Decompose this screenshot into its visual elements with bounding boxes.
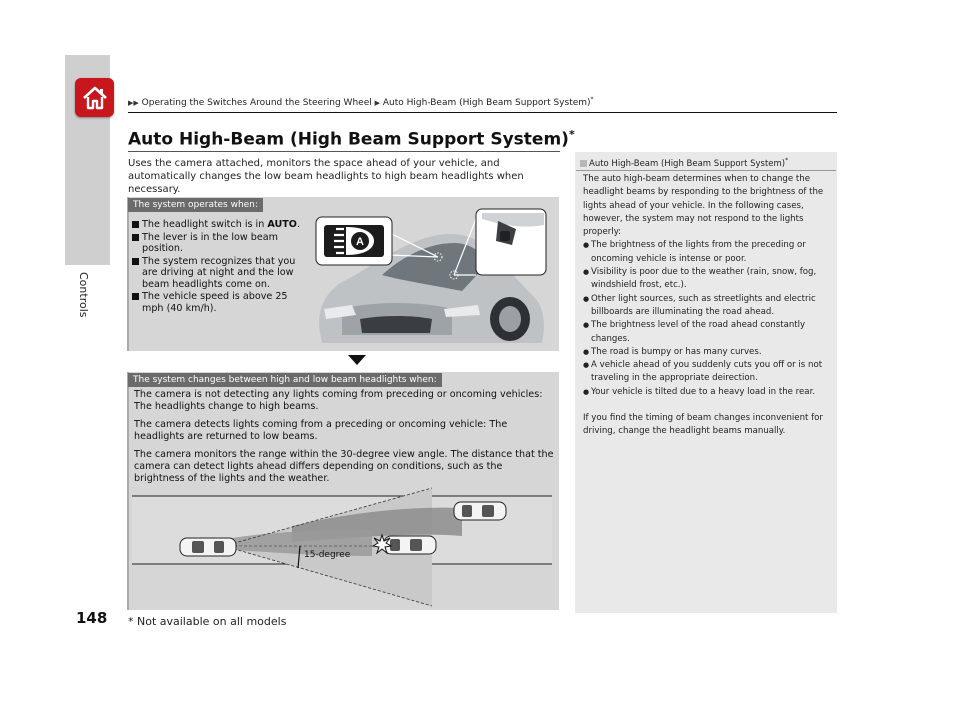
breadcrumb-item[interactable]: Operating the Switches Around the Steering Wheel — [141, 98, 372, 108]
header-rule — [128, 112, 837, 113]
page-number: 148 — [76, 609, 108, 627]
list-item: ● The brightness of the lights from the preceding or oncoming vehicle is intense or poor. — [583, 239, 831, 266]
breadcrumb — [128, 96, 594, 108]
breadcrumb-arrow-icon: ▶ — [374, 99, 381, 107]
camera-view-angle-diagram — [132, 486, 552, 608]
asterisk: * — [590, 96, 594, 103]
switching-paragraph: The camera detects lights coming from a preceding or oncoming vehicle: The headlights are returned to low beams. — [134, 419, 508, 442]
view-angle-label: 15-degree — [304, 550, 351, 560]
reference-tag-icon — [580, 160, 587, 167]
flow-arrow-icon — [348, 355, 366, 365]
list-item: The headlight switch is in AUTO. — [132, 219, 304, 231]
breadcrumb-item[interactable]: Auto High-Beam (High Beam Support System) — [382, 98, 591, 108]
footnote: * Not available on all models — [128, 615, 287, 628]
operating-conditions-label: The system operates when: — [128, 198, 263, 212]
title-rule — [128, 151, 560, 152]
list-item: ● Visibility is poor due to the weather (rain, snow, fog, windshield frost, etc.). — [583, 266, 831, 293]
oncoming-vehicle — [454, 502, 506, 520]
list-item: ● Your vehicle is tilted due to a heavy load in the rear. — [583, 386, 831, 399]
list-item: The lever is in the low beam position. — [132, 232, 304, 255]
list-item: The system recognizes that you are driving at night and the low beam headlights come on. — [132, 256, 304, 291]
sidebar-body — [583, 173, 831, 439]
car-illustration — [312, 205, 550, 349]
sidebar-title: Auto High-Beam (High Beam Support System)* — [580, 157, 788, 169]
home-icon — [82, 86, 108, 110]
sidebar-closing: If you find the timing of beam changes inconvenient for driving, change the headlight beams manually. — [583, 413, 823, 437]
breadcrumb-arrow-icon: ▶▶ — [128, 99, 139, 107]
list-item: The vehicle speed is above 25 mph (40 km/h). — [132, 291, 304, 314]
sidebar-bullet-list — [583, 239, 831, 399]
operating-conditions-list — [132, 219, 304, 315]
sidebar-intro: The auto high-beam determines when to change the headlight beams by responding to the brightness of the lights ahead of your vehicle. In the following cases, however, the system may not respond to the lights properly: — [583, 174, 824, 238]
list-item: ● Other light sources, such as streetlights and electric billboards are illuminating the road ahead. — [583, 293, 831, 320]
own-vehicle — [180, 538, 236, 556]
home-button[interactable] — [75, 78, 114, 117]
list-item: ● The brightness level of the road ahead constantly changes. — [583, 319, 831, 346]
beam-switching-label: The system changes between high and low beam headlights when: — [128, 373, 442, 387]
section-label: Controls — [77, 272, 90, 318]
auto-high-beam-indicator-icon — [324, 225, 384, 257]
list-item: ● The road is bumpy or has many curves. — [583, 346, 831, 359]
intro-text: Uses the camera attached, monitors the space ahead of your vehicle, and automatically changes the low beam headlights to high beam headlights when necessary. — [128, 158, 524, 195]
switching-paragraph: The camera is not detecting any lights coming from preceding or oncoming vehicles: The headlights change to high beams. — [134, 389, 543, 412]
page-title: Auto High-Beam (High Beam Support System)* — [128, 128, 575, 150]
list-item: ● A vehicle ahead of you suddenly cuts you off or is not traveling in the appropriate deirection. — [583, 359, 831, 386]
switching-paragraph: The camera monitors the range within the 30-degree view angle. The distance that the camera can detect lights ahead differs depending on conditions, such as the brightness of the lights and the weather. — [134, 449, 554, 484]
sidebar-rule — [576, 170, 836, 171]
svg-text:A: A — [356, 236, 364, 248]
